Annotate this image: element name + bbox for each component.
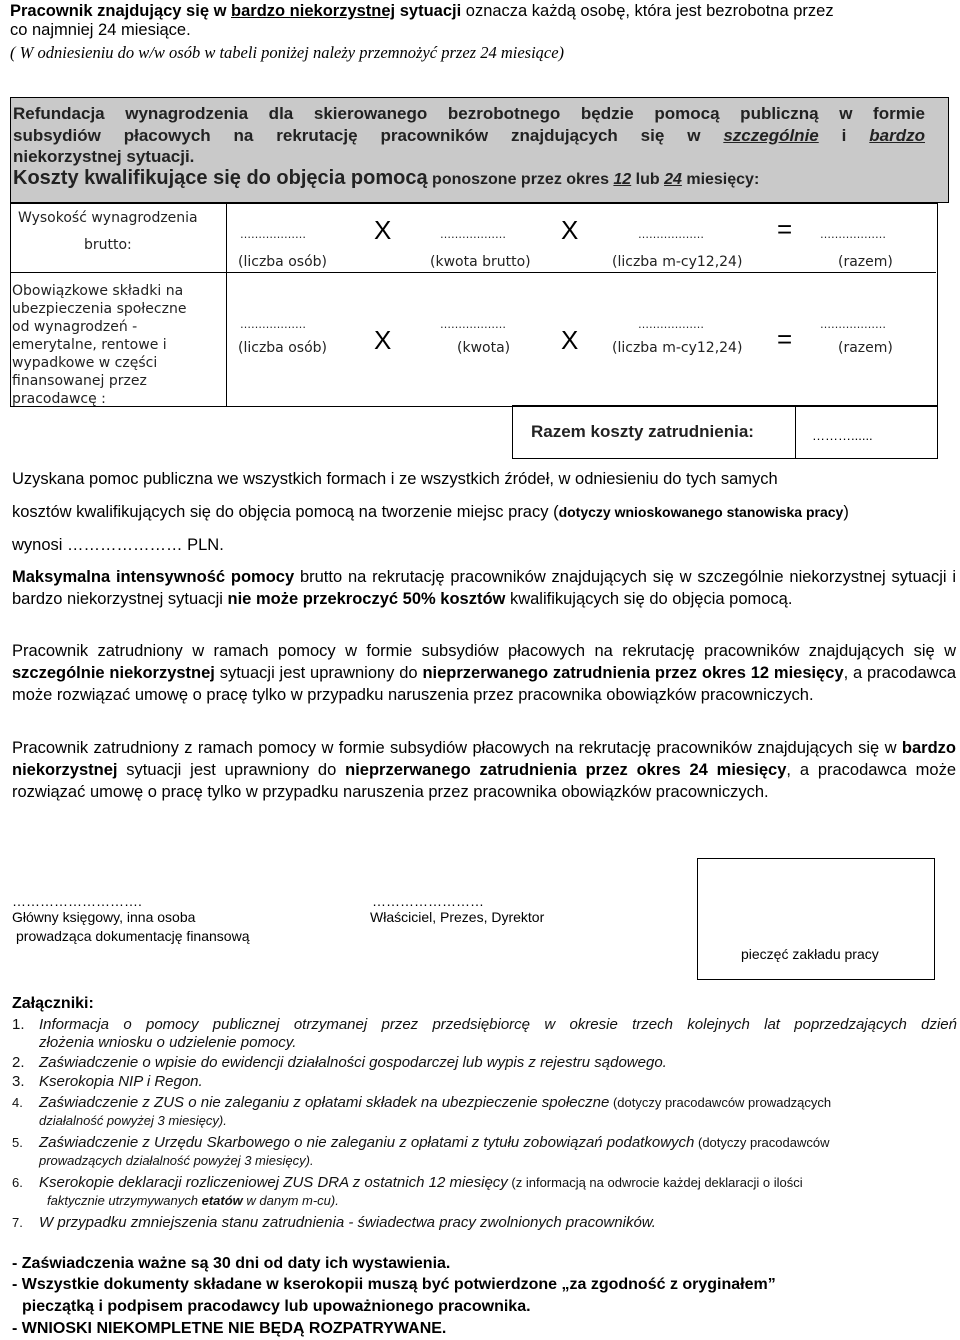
attachment-cont-b: etatów bbox=[201, 1193, 243, 1208]
row2-label-line: ubezpieczenia społeczne bbox=[12, 301, 187, 317]
row2-x-1: X bbox=[374, 325, 392, 355]
aid-line-2 bbox=[12, 503, 849, 522]
accountant-label-2: prowadząca dokumentację finansową bbox=[16, 928, 250, 944]
attachment-num: 1. bbox=[12, 1016, 25, 1033]
owner-signature-dots[interactable]: …………………… bbox=[372, 893, 484, 909]
attachment-cont: prowadzących działalność powyżej 3 miesięcy). bbox=[39, 1153, 314, 1168]
row1-x-1: X bbox=[374, 215, 392, 245]
attachment-text bbox=[39, 1134, 957, 1152]
intro-rest: oznacza każdą osobę, która jest bezrobotna przez bbox=[461, 2, 834, 20]
max-intensity-limit: nie może przekroczyć 50% kosztów bbox=[227, 590, 506, 608]
refund-szczegolnie: szczególnie bbox=[723, 126, 819, 145]
attachment-item-7 bbox=[12, 1214, 958, 1232]
costs-heading-bold: Koszty kwalifikujące się do objęcia pomocą bbox=[13, 167, 428, 189]
attachment-item-4-cont bbox=[12, 1112, 958, 1134]
aid-line-1: Uzyskana pomoc publiczna we wszystkich formach i ze wszystkich źródeł, w odniesieniu do tych samych bbox=[12, 470, 778, 488]
total-cost-label: Razem koszty zatrudnienia: bbox=[531, 422, 754, 441]
refund-line-3: niekorzystnej sytuacji. bbox=[13, 147, 195, 166]
attachment-item-6-cont bbox=[12, 1192, 958, 1214]
attachment-num: 7. bbox=[12, 1215, 23, 1230]
row1-label-2: brutto: bbox=[84, 237, 132, 253]
attachment-item-3 bbox=[12, 1073, 958, 1094]
aid-line-3[interactable]: wynosi ………………… PLN. bbox=[12, 536, 224, 554]
employee-12-paragraph bbox=[12, 640, 956, 706]
attachment-text bbox=[39, 1174, 957, 1192]
attachment-text bbox=[39, 1094, 957, 1112]
p1-a: Pracownik zatrudniony w ramach pomocy w formie subsydiów płacowych na rekrutację pracowników znajdujących się w bbox=[12, 642, 956, 660]
max-intensity-end: kwalifikujących się do objęcia pomocą. bbox=[505, 590, 793, 608]
note-validity: - Zaświadczenia ważne są 30 dni od daty ich wystawienia. bbox=[12, 1255, 451, 1272]
row2-dots-4[interactable]: ……………… bbox=[820, 318, 886, 331]
costs-end: miesięcy: bbox=[681, 171, 760, 188]
row2-caption-kwota: (kwota) bbox=[457, 340, 511, 356]
attachment-cont bbox=[47, 1192, 339, 1210]
accountant-label-1: Główny księgowy, inna osoba bbox=[12, 909, 196, 925]
attachment-item-1-cont bbox=[12, 1034, 958, 1054]
refund-line-1: Refundacja wynagrodzenia dla skierowanego bezrobotnego będzie pomocą publiczną w formie bbox=[13, 104, 925, 123]
row2-label-line: od wynagrodzeń - bbox=[12, 319, 138, 335]
p2-d: nieprzerwanego zatrudnienia przez okres 24 miesięcy bbox=[345, 761, 787, 779]
attachment-text-main: Zaświadczenie z ZUS o nie zaleganiu z opłatami składek na ubezpieczenie społeczne bbox=[39, 1094, 610, 1111]
p1-e: , a pracodawca może rozwiązać umowę o pracę tylko w przypadku naruszenia przez pracownika obowiązków pracowniczych. bbox=[12, 664, 956, 704]
attachment-text: Zaświadczenie o wpisie do ewidencji działalności gospodarczej lub wypis z rejestru sądowego. bbox=[39, 1054, 667, 1071]
row1-eq: = bbox=[777, 214, 793, 244]
note-copies: - Wszystkie dokumenty składane w kserokopii muszą być potwierdzone „za zgodność z oryginałem” bbox=[12, 1276, 776, 1293]
refund-line-2 bbox=[13, 126, 925, 146]
row1-caption-razem: (razem) bbox=[838, 254, 893, 270]
attachment-text: Kserokopia NIP i Regon. bbox=[39, 1073, 203, 1090]
row2-label-line: wypadkowe w części bbox=[12, 355, 158, 371]
row2-dots-1[interactable]: ……………… bbox=[240, 318, 306, 331]
row1-caption-osob: (liczba osób) bbox=[238, 254, 327, 270]
intro-line-2: co najmniej 24 miesiące. bbox=[10, 21, 191, 39]
row1-dots-4[interactable]: ……………… bbox=[820, 228, 886, 241]
costs-heading-period: ponoszone przez okres bbox=[427, 171, 614, 188]
attachment-text: W przypadku zmniejszenia stanu zatrudnienia - świadectwa pracy zwolnionych pracowników. bbox=[39, 1214, 656, 1231]
attachment-item-5 bbox=[12, 1134, 958, 1152]
p2-b: bardzo niekorzystnej bbox=[12, 739, 956, 779]
attachment-item-1 bbox=[12, 1016, 958, 1034]
attachment-cont: działalność powyżej 3 miesięcy). bbox=[39, 1113, 227, 1128]
accountant-signature-dots[interactable]: ………………………. bbox=[12, 893, 142, 909]
attachment-cont: złożenia wniosku o udzielenie pomocy. bbox=[39, 1034, 297, 1051]
attachment-item-6 bbox=[12, 1174, 958, 1192]
attachment-cont-c: w danym m-cu). bbox=[242, 1193, 339, 1208]
p1-b: szczególnie niekorzystnej bbox=[12, 664, 215, 682]
costs-lub: lub bbox=[631, 171, 665, 188]
p1-c: sytuacji jest uprawniony do bbox=[214, 664, 423, 682]
attachment-text-small: (dotyczy pracodawców prowadzących bbox=[609, 1095, 832, 1110]
row2-label-line: Obowiązkowe składki na bbox=[12, 283, 184, 299]
p2-c: sytuacji jest uprawniony do bbox=[117, 761, 346, 779]
max-intensity-text: brutto na rekrutację pracowników znajdujących się w szczególnie niekorzystnej sytuacji i bardzo niekorzystnej sytuacji bbox=[12, 568, 956, 608]
note-incomplete: - WNIOSKI NIEKOMPLETNE NIE BĘDĄ ROZPATRYWANE. bbox=[12, 1320, 447, 1337]
intro-bold-1: Pracownik znajdujący się w bbox=[10, 2, 232, 20]
intro-bold-2: sytuacji bbox=[395, 2, 462, 20]
row2-dots-2[interactable]: ……………… bbox=[440, 318, 506, 331]
intro-bold-underline: bardzo niekorzystnej bbox=[231, 2, 396, 20]
refund-i: i bbox=[818, 126, 870, 145]
row2-label-line: finansowanej przez bbox=[12, 373, 147, 389]
attachment-num: 4. bbox=[12, 1095, 23, 1110]
row2-dots-3[interactable]: ……………… bbox=[638, 318, 704, 331]
attachment-num: 6. bbox=[12, 1175, 23, 1190]
aid-line-2-bold: dotyczy wnioskowanego stanowiska pracy bbox=[558, 504, 844, 520]
max-intensity-paragraph bbox=[12, 566, 956, 610]
max-intensity-bold: Maksymalna intensywność pomocy bbox=[12, 568, 295, 586]
attachment-text: Informacja o pomocy publicznej otrzymanej przez przedsiębiorcę w okresie trzech kolejnych lat poprzedzających dzień bbox=[39, 1016, 957, 1033]
row2-label bbox=[12, 282, 186, 408]
row1-dots-1[interactable]: ……………… bbox=[240, 228, 306, 241]
row2-caption-osob: (liczba osób) bbox=[238, 340, 327, 356]
table-row-divider bbox=[10, 272, 936, 273]
p1-d: nieprzerwanego zatrudnienia przez okres 12 miesięcy bbox=[422, 664, 844, 682]
attachments-list bbox=[12, 1016, 958, 1232]
attachment-text-main: Kserokopie deklaracji rozliczeniowej ZUS DRA z ostatnich 12 miesięcy bbox=[39, 1174, 508, 1191]
attachment-text-small: (dotyczy pracodawców bbox=[694, 1135, 830, 1150]
intro-note: ( W odniesieniu do w/w osób w tabeli poniżej należy przemnożyć przez 24 miesiące) bbox=[10, 43, 565, 62]
costs-12: 12 bbox=[613, 171, 632, 188]
costs-heading bbox=[13, 167, 759, 190]
row2-eq: = bbox=[777, 324, 793, 354]
aid-line-2-text: kosztów kwalifikujących się do objęcia pomocą na tworzenie miejsc pracy ( bbox=[12, 503, 559, 521]
attachment-num: 3. bbox=[12, 1073, 25, 1090]
attachment-cont-a: faktycznie utrzymywanych bbox=[47, 1193, 202, 1208]
attachment-num: 2. bbox=[12, 1054, 25, 1071]
row2-label-line: emerytalne, rentowe i bbox=[12, 337, 167, 353]
total-cost-value[interactable]: ………...... bbox=[812, 428, 873, 443]
owner-label: Właściciel, Prezes, Dyrektor bbox=[370, 909, 545, 925]
aid-line-2-close: ) bbox=[843, 503, 849, 521]
row2-x-2: X bbox=[561, 325, 579, 355]
company-stamp-label: pieczęć zakładu pracy bbox=[741, 946, 879, 962]
table-col-divider bbox=[226, 203, 227, 406]
row2-label-line: pracodawcę : bbox=[12, 391, 106, 407]
row1-caption-kwota: (kwota brutto) bbox=[430, 254, 531, 270]
attachment-item-2 bbox=[12, 1054, 958, 1073]
row1-caption-mcy: (liczba m-cy12,24) bbox=[612, 254, 743, 270]
row2-caption-mcy: (liczba m-cy12,24) bbox=[612, 340, 743, 356]
attachment-num: 5. bbox=[12, 1135, 23, 1150]
row1-x-2: X bbox=[561, 215, 579, 245]
total-cost-divider bbox=[795, 405, 796, 458]
costs-24: 24 bbox=[664, 171, 682, 188]
employee-24-paragraph bbox=[12, 737, 956, 803]
attachment-item-5-cont bbox=[12, 1152, 958, 1174]
p2-a: Pracownik zatrudniony z ramach pomocy w formie subsydiów płacowych na rekrutację pracowników znajdujących się w bbox=[12, 739, 902, 757]
row1-dots-3[interactable]: ……………… bbox=[638, 228, 704, 241]
attachment-text-main: Zaświadczenie z Urzędu Skarbowego o nie zaleganiu z opłatami z tytułu zobowiązań podatkowych bbox=[39, 1134, 695, 1151]
row2-caption-razem: (razem) bbox=[838, 340, 893, 356]
refund-line-2-text: subsydiów płacowych na rekrutację pracowników znajdujących się w bbox=[13, 126, 724, 145]
row1-label-1: Wysokość wynagrodzenia bbox=[18, 210, 198, 226]
row1-dots-2[interactable]: ……………… bbox=[440, 228, 506, 241]
attachment-text-small: (z informacją na odwrocie każdej deklaracji o ilości bbox=[507, 1175, 803, 1190]
refund-bardzo: bardzo bbox=[869, 126, 925, 145]
p2-e: , a pracodawca może rozwiązać umowę o pracę tylko w przypadku naruszenia przez pracownika obowiązków pracowniczych. bbox=[12, 761, 956, 801]
attachments-title: Załączniki: bbox=[12, 995, 94, 1012]
attachment-item-4 bbox=[12, 1094, 958, 1112]
note-copies-cont: pieczątką i podpisem pracodawcy lub upoważnionego pracownika. bbox=[22, 1298, 531, 1315]
